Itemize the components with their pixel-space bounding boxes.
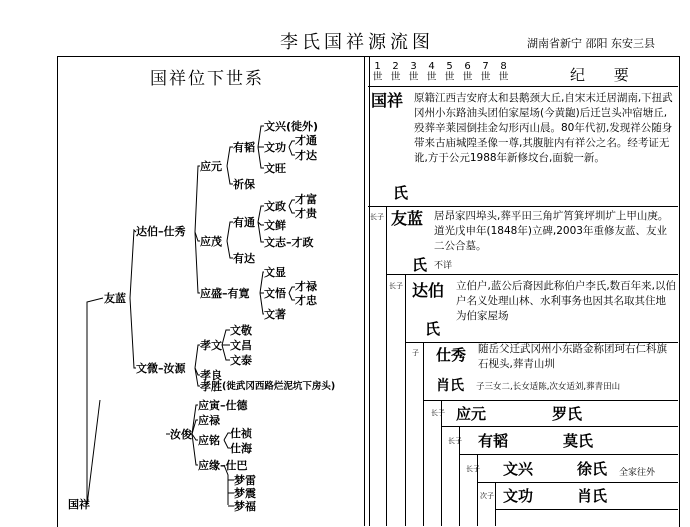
node-yinglu: 应禄 — [198, 414, 220, 427]
gen-8: 8 世 — [498, 61, 509, 83]
node-yingsheng-youkuan: 应盛–有寛 — [200, 287, 250, 300]
node-menglei: 梦雷 — [234, 474, 256, 487]
node-yingyin-shide: 应寅–仕德 — [198, 399, 248, 412]
node-yingming: 应铭 — [198, 434, 220, 447]
left-panel-title: 国祥位下世系 — [150, 69, 264, 89]
node-wenchang: 文昌 — [230, 339, 252, 352]
node-yingyuan: 应元 — [200, 160, 222, 173]
node-caida: 才达 — [295, 149, 317, 162]
record-dabo-name: 达伯 — [412, 281, 445, 300]
record-yingyuan-wife: 罗氏 — [552, 405, 583, 423]
record-youlan-name: 友蓝 — [391, 209, 424, 228]
record-shixiu-note: 子三女二,长女适陈,次女适刘,葬青田山 — [476, 382, 621, 392]
location-label: 湖南省新宁 邵阳 东安三县 — [527, 37, 655, 50]
record-dabo-suffix: 氏 — [425, 320, 441, 338]
record-guoxiang-suffix: 氏 — [393, 184, 409, 202]
node-wenzheng: 文政 — [264, 200, 286, 213]
node-wenwu: 文悟 — [264, 287, 286, 300]
node-xiaosheng-note: (徙武冈西路烂泥坑下房头) — [222, 381, 336, 392]
node-youtong: 有通 — [233, 216, 255, 229]
gen-4: 4 世 — [426, 61, 437, 83]
record-yingyuan-tag: 长子 — [431, 409, 445, 417]
node-youtao: 有韬 — [233, 141, 255, 154]
node-wenzhi-caizheng: 文志–才政 — [264, 236, 314, 249]
node-caitong: 才通 — [295, 134, 317, 147]
node-wenxian2: 文显 — [264, 266, 286, 279]
node-wengong: 文功 — [264, 141, 286, 154]
node-youda: 有达 — [233, 252, 255, 265]
record-wenxing-name: 文兴 — [503, 460, 534, 478]
node-xiaoliang: 孝良 — [200, 369, 222, 382]
node-shihai: 仕海 — [230, 442, 252, 455]
node-cailu: 才禄 — [295, 280, 317, 293]
record-youtao-tag: 长子 — [448, 437, 462, 445]
node-qibao: 祈保 — [233, 178, 255, 191]
gen-5: 5 世 — [444, 61, 455, 83]
record-dabo-tag: 长子 — [389, 282, 403, 290]
node-rujun: 汝俊 — [170, 428, 192, 441]
record-youlan-tag: 长子 — [370, 213, 384, 221]
node-wenwang: 文旺 — [264, 162, 286, 175]
node-xiaosheng: 孝胜 — [200, 380, 222, 393]
node-wenwei-ruyuan: 文微–汝源 — [136, 362, 186, 375]
node-wentai: 文泰 — [230, 354, 252, 367]
record-wengong-wife: 肖氏 — [577, 487, 608, 505]
record-youlan-note: 不详 — [434, 261, 453, 271]
center-divider — [364, 56, 370, 526]
node-youlan: 友蓝 — [104, 292, 126, 305]
node-shizhen: 仕祯 — [230, 427, 252, 440]
records-title: 纪 要 — [570, 66, 641, 84]
record-guoxiang-name: 国祥 — [371, 91, 404, 110]
record-youtao-wife: 莫氏 — [563, 432, 594, 450]
node-guoxiang: 国祥 — [68, 498, 90, 511]
gen-7: 7 世 — [480, 61, 491, 83]
page-title: 李氏国祥源流图 — [280, 32, 434, 53]
gen-3: 3 世 — [408, 61, 419, 83]
node-wenjing: 文敬 — [230, 324, 252, 337]
record-shixiu-name: 仕秀 — [436, 346, 467, 364]
node-mengfu: 梦福 — [234, 500, 256, 513]
record-dabo-text: 立伯户,蓝公后裔因此称伯户李氏,数百年来,以伯户名义处理山林、水利事务也因其名取其住地为伯家屋场 — [456, 280, 677, 322]
node-caizhong: 才忠 — [295, 294, 317, 307]
record-wengong-name: 文功 — [503, 487, 534, 505]
node-caigui: 才贵 — [295, 207, 317, 220]
record-youlan-text: 居昂家四埠头,葬平田三角圹筲箕坪圳圹上甲山庚。道光戊申年(1848年)立碑,2003年重修友蓝、友业二公合墓。 — [434, 210, 669, 252]
record-shixiu-tag: 子 — [412, 349, 419, 357]
record-wenxing-note: 全家往外 — [619, 468, 656, 478]
gen-1: 1 世 — [372, 61, 383, 83]
record-wenxing-wife: 徐氏 — [577, 460, 608, 478]
node-wenzhu: 文著 — [264, 308, 286, 321]
header-line — [368, 86, 678, 87]
record-wengong-tag: 次子 — [480, 492, 494, 500]
node-caifu: 才富 — [295, 193, 317, 206]
node-mengzhen: 梦震 — [234, 487, 256, 500]
node-yingmao: 应茂 — [200, 235, 222, 248]
node-dabo-shixiu: 达伯–仕秀 — [136, 225, 186, 238]
node-wenxian: 文鲜 — [264, 219, 286, 232]
record-wenxing-tag: 长子 — [466, 465, 480, 473]
record-youlan-suffix: 氏 — [412, 256, 428, 274]
gen-2: 2 世 — [390, 61, 401, 83]
record-youtao-name: 有韬 — [478, 432, 509, 450]
node-wenxing: 文兴(徙外) — [264, 120, 319, 133]
node-xiaowen: 孝文 — [200, 339, 222, 352]
gen-6: 6 世 — [462, 61, 473, 83]
record-yingyuan-name: 应元 — [456, 405, 487, 423]
node-yingxi-shiba: 应缘–仕巴 — [198, 459, 248, 472]
record-shixiu-suffix: 肖氏 — [436, 378, 464, 394]
record-shixiu-text: 随岳父迁武冈州小东路金称团珂右仁科旗石枧头,葬青山圳 — [478, 343, 667, 370]
record-guoxiang-text: 原籍江西吉安府太和县鹅颈大丘,自宋末迁居湖南,下扭武冈州小东路油头团伯家屋场(今黄龅)后迁岂头冲宿塘丘,殁葬辛莱园倒挂金勾形丙山晨。80年代初,发现祥公随身带来古庙城隍圣像一尊,其腹脏内有祥公之名。经考证无讹,方于公元1988年新修坟台,面貌一新。 — [414, 92, 673, 164]
